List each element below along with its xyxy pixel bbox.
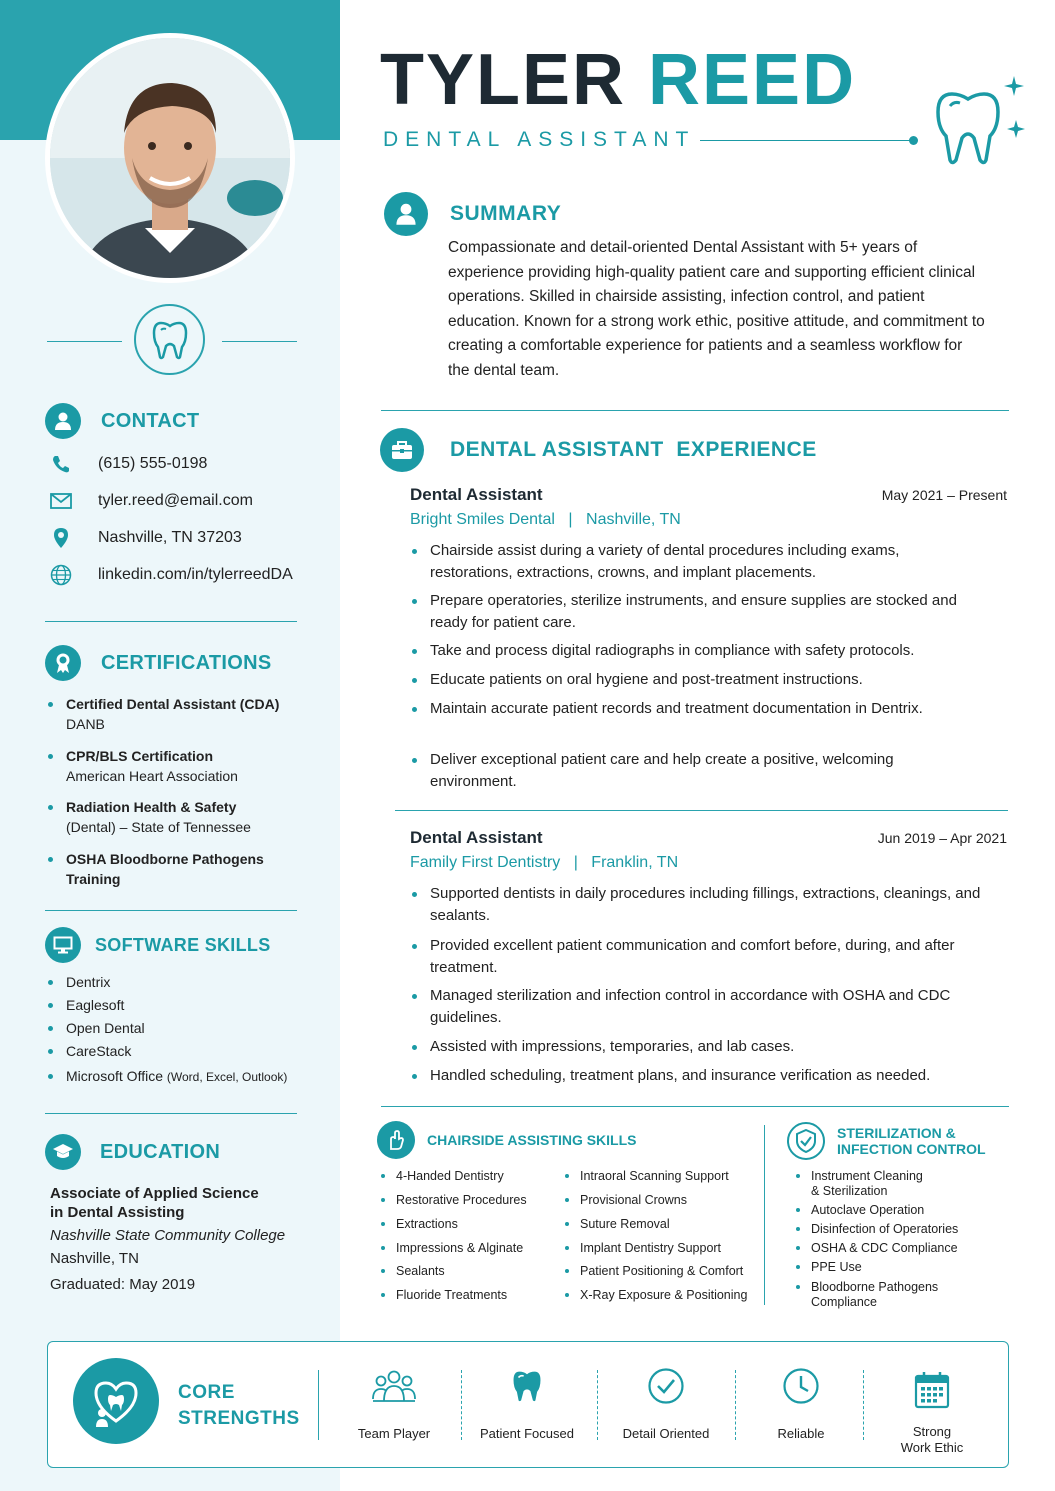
skill-item: PPE Use <box>796 1260 862 1275</box>
skill-item: Suture Removal <box>565 1217 670 1232</box>
skill-item: Sealants <box>381 1264 445 1279</box>
briefcase-icon <box>380 428 424 472</box>
phone-icon <box>48 453 74 475</box>
graduation-date: Graduated: May 2019 <box>50 1276 196 1293</box>
skill-item: Autoclave Operation <box>796 1203 924 1218</box>
section-divider <box>381 410 1009 411</box>
strength-label: Strong Work Ethic <box>900 1424 964 1455</box>
strength-label: Detail Oriented <box>622 1426 710 1441</box>
skill-item: Restorative Procedures <box>381 1193 527 1208</box>
strength-item <box>329 1364 459 1442</box>
cert-name: Radiation Health & Safety <box>66 799 237 815</box>
degree: Associate of Applied Science in Dental Assisting <box>50 1185 259 1221</box>
cert-issuer: American Heart Association <box>66 768 238 784</box>
role-underline <box>700 140 912 141</box>
job-bullet: Assisted with impressions, temporaries, and lab cases. <box>412 1036 982 1058</box>
mail-icon <box>48 490 74 512</box>
last-name: REED <box>648 40 857 120</box>
education-title: EDUCATION <box>100 1140 221 1163</box>
software-item: Open Dental <box>48 1019 145 1037</box>
skill-item: Provisional Crowns <box>565 1193 687 1208</box>
job-bullet: Prepare operatories, sterilize instruments, and ensure supplies are stocked and ready for patient care. <box>412 590 982 634</box>
skill-item: Implant Dentistry Support <box>565 1241 721 1256</box>
cert-name: OSHA Bloodborne Pathogens <box>66 851 264 867</box>
cert-item <box>48 746 238 786</box>
job-bullet: Managed sterilization and infection control in accordance with OSHA and CDC guidelines. <box>412 985 982 1029</box>
sparkle-tooth-icon <box>930 72 1030 172</box>
core-divider <box>597 1370 598 1440</box>
team-icon <box>329 1364 459 1408</box>
hand-tooth-icon <box>377 1121 415 1159</box>
skill-item: Instrument Cleaning & Sterilization <box>796 1169 923 1199</box>
candidate-name <box>380 40 856 120</box>
graduation-cap-icon <box>45 1134 81 1170</box>
cert-name: CPR/BLS Certification <box>66 748 214 764</box>
core-divider <box>318 1370 319 1440</box>
cert-issuer: (Dental) – State of Tennessee <box>66 819 251 835</box>
software-title: SOFTWARE SKILLS <box>95 934 271 955</box>
school-location: Nashville, TN <box>50 1250 139 1267</box>
email-link[interactable]: tyler.reed@email.com <box>98 492 253 509</box>
first-name: TYLER <box>380 40 627 120</box>
core-strengths-title: CORE STRENGTHS <box>178 1382 300 1429</box>
skill-item: Disinfection of Operatories <box>796 1222 958 1237</box>
tooth-icon <box>134 304 205 375</box>
contact-linkedin <box>48 564 293 586</box>
strength-item <box>462 1364 592 1442</box>
skill-item: Intraoral Scanning Support <box>565 1169 729 1184</box>
job-bullet: Take and process digital radiographs in compliance with safety protocols. <box>412 640 982 662</box>
school-name: Nashville State Community College <box>50 1227 286 1244</box>
job-title: Dental Assistant <box>410 485 543 504</box>
education-section-header <box>45 1134 220 1170</box>
location-text: Nashville, TN 37203 <box>98 529 242 546</box>
job-bullet: Provided excellent patient communication and comfort before, during, and after treatment. <box>412 935 982 979</box>
strength-label: Patient Focused <box>480 1426 574 1441</box>
sidebar-divider <box>45 910 297 911</box>
job-employer: Family First Dentistry | Franklin, TN <box>410 854 679 871</box>
software-section-header <box>45 927 271 963</box>
contact-location <box>48 527 242 549</box>
skill-item: Impressions & Alginate <box>381 1241 523 1256</box>
sidebar-divider <box>45 1113 297 1114</box>
summary-text: Compassionate and detail-oriented Dental Assistant with 5+ years of experience providing high-quality patient care and supporting efficient clinical operations. Skilled in chairside assisting, infection control, and patient education. Known for a strong work ethic, positive attitude, and commitment to creating a comfortable experience for patients and a seamless workflow for the dental team. <box>448 239 985 379</box>
phone-text: (615) 555-0198 <box>98 455 208 472</box>
job-title: Dental Assistant <box>410 828 543 847</box>
office-detail: (Word, Excel, Outlook) <box>166 1070 288 1084</box>
chairside-section-header <box>377 1121 637 1159</box>
job-dates: May 2021 – Present <box>881 487 1007 503</box>
divider-line-left <box>47 341 122 342</box>
skill-item: 4-Handed Dentistry <box>381 1169 504 1184</box>
cert-item <box>48 849 264 889</box>
skills-column-divider <box>764 1125 765 1305</box>
calendar-icon <box>867 1368 997 1412</box>
strength-label: Reliable <box>777 1426 825 1441</box>
job-divider <box>395 810 1008 811</box>
sterilization-title: STERILIZATION & INFECTION CONTROL <box>837 1125 986 1157</box>
cert-item <box>48 694 279 734</box>
sidebar-divider <box>45 621 297 622</box>
heart-hands-icon <box>73 1358 159 1444</box>
software-item: Microsoft Office (Word, Excel, Outlook) <box>48 1067 287 1086</box>
divider-line-right <box>222 341 297 342</box>
core-strengths-panel <box>47 1341 1009 1468</box>
software-item: Dentrix <box>48 973 110 991</box>
job-bullet: Supported dentists in daily procedures including fillings, extractions, cleanings, and sealants. <box>412 883 982 927</box>
job-bullet: Maintain accurate patient records and treatment documentation in Dentrix. <box>412 698 982 720</box>
company-location: Franklin, TN <box>591 854 679 871</box>
company-location: Nashville, TN <box>586 511 681 528</box>
summary-section-header <box>384 192 561 236</box>
company-name: Bright Smiles Dental <box>410 511 555 528</box>
company-name: Family First Dentistry <box>410 854 561 871</box>
skill-item: OSHA & CDC Compliance <box>796 1241 958 1256</box>
cert-issuer: DANB <box>66 716 105 732</box>
profile-photo <box>45 33 295 283</box>
job-role: DENTAL ASSISTANT <box>383 128 696 151</box>
check-circle-icon <box>601 1364 731 1408</box>
award-ribbon-icon <box>45 645 81 681</box>
contact-phone <box>48 453 207 475</box>
core-divider <box>863 1370 864 1440</box>
tooth-icon <box>462 1364 592 1408</box>
contact-title: CONTACT <box>101 409 200 432</box>
strength-label: Team Player <box>357 1426 431 1441</box>
software-item: CareStack <box>48 1042 131 1060</box>
sterilization-section-header <box>787 1122 986 1160</box>
cert-item <box>48 797 251 837</box>
experience-section-header <box>380 428 817 472</box>
person-icon <box>45 403 81 439</box>
role-line-dot <box>909 136 918 145</box>
globe-icon <box>48 564 74 586</box>
certifications-section-header <box>45 645 272 681</box>
job-bullet: Handled scheduling, treatment plans, and insurance verification as needed. <box>412 1065 982 1087</box>
job-bullet: Chairside assist during a variety of dental procedures including exams, restorations, extractions, crowns, and implant placements. <box>412 540 982 584</box>
sidebar-tooth-divider <box>47 304 297 374</box>
strength-item <box>601 1364 731 1442</box>
skill-item: Patient Positioning & Comfort <box>565 1264 743 1279</box>
job-employer: Bright Smiles Dental | Nashville, TN <box>410 511 681 528</box>
software-item: Eaglesoft <box>48 996 124 1014</box>
contact-email <box>48 490 253 512</box>
certifications-title: CERTIFICATIONS <box>101 651 272 674</box>
job-dates: Jun 2019 – Apr 2021 <box>877 830 1007 846</box>
map-pin-icon <box>48 527 74 549</box>
shield-check-icon <box>787 1122 825 1160</box>
job-bullet: Educate patients on oral hygiene and post-treatment instructions. <box>412 669 982 691</box>
contact-section-header <box>45 403 199 439</box>
chairside-title: CHAIRSIDE ASSISTING SKILLS <box>427 1132 637 1148</box>
experience-title: DENTAL ASSISTANT EXPERIENCE <box>450 438 817 461</box>
section-divider <box>381 1106 1009 1107</box>
linkedin-link[interactable]: linkedin.com/in/tylerreedDA <box>98 566 293 583</box>
clock-icon <box>736 1364 866 1408</box>
summary-title: SUMMARY <box>450 202 562 225</box>
cert-name: Certified Dental Assistant (CDA) <box>66 696 280 712</box>
skill-item: X-Ray Exposure & Positioning <box>565 1288 747 1303</box>
cert-issuer: Training <box>66 871 121 887</box>
person-icon <box>384 192 428 236</box>
skill-item: Extractions <box>381 1217 458 1232</box>
strength-item <box>736 1364 866 1442</box>
job-bullet: Deliver exceptional patient care and help create a positive, welcoming environment. <box>412 749 982 793</box>
monitor-icon <box>45 927 81 963</box>
skill-item: Bloodborne Pathogens Compliance <box>796 1280 938 1310</box>
skill-item: Fluoride Treatments <box>381 1288 507 1303</box>
strength-item <box>867 1368 997 1456</box>
